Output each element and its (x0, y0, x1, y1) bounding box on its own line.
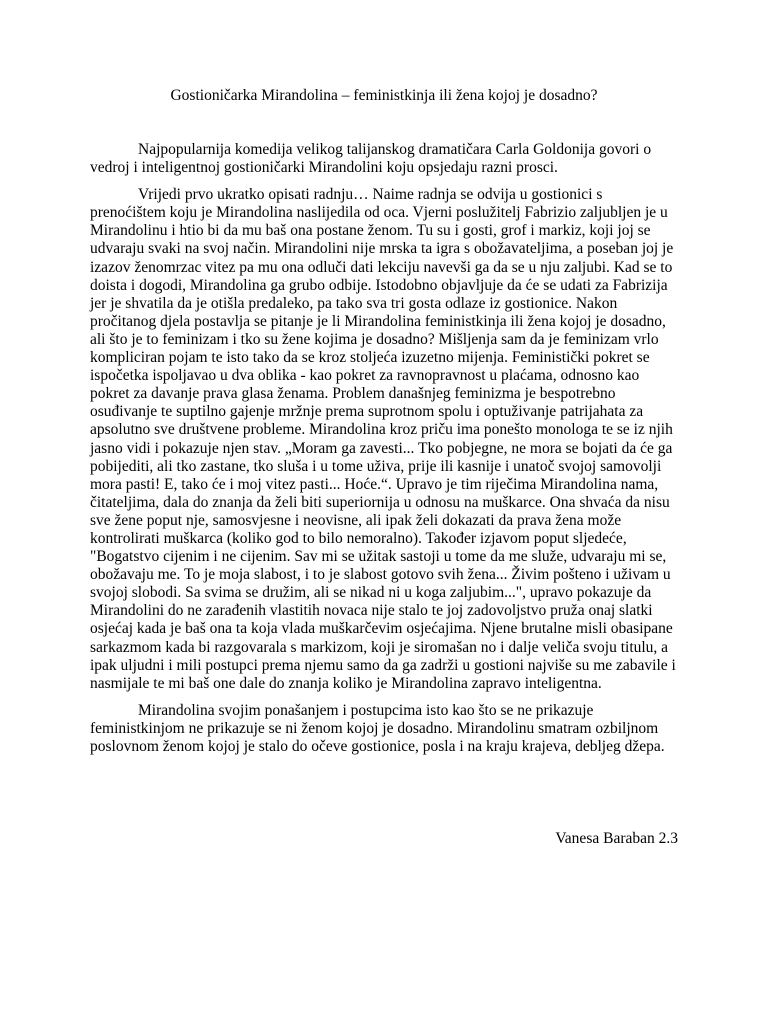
document-title: Gostioničarka Mirandolina – feministkinja ili žena kojoj je dosadno? (170, 87, 598, 104)
paragraph-intro: Najpopularnija komedija velikog talijanskog dramatičara Carla Goldonija govori o vedroj i inteligentnoj gostioničarki Mirandolini koju opsjedaju razni prosci. (90, 141, 652, 177)
paragraph-analysis: Vrijedi prvo ukratko opisati radnju… Naime radnja se odvija u gostionici s prenoćištem koju je Mirandolina naslijedila od oca. Vjerni poslužitelj Fabrizio zaljubljen je u Mirandolinu i htio bi da mu baš ona postane ženom. Tu su i gosti, grof i markiz, koji joj se udvaraju svaki na svoj način. Mirandolini nije mrska ta igra s obožavateljima, a poseban joj je izazov ženomrzac vitez pa mu ona odluči dati lekciju navevši ga da se u nju zaljubi. Kad se to doista i dogodi, Mirandolina ga grubo odbije. Istodobno objavljuje da će se udati za Fabrizija jer je shvatila da je otišla predaleko, pa tako sva tri gosta odlaze iz gostionice. Nakon pročitanog djela postavlja se pitanje je li Mirandolina feministkinja ili žena kojoj je dosadno, ali što je to feminizam i tko su žene kojima je dosadno? Mišljenja sam da je feminizam vrlo kompliciran pojam te isto tako da se kroz stoljeća izuzetno mijenja. Feministički pokret se ispočetka ispoljavao u dva oblika - kao pokret za ravnopravnost u plaćama, odnosno kao pokret za davanje prava glasa ženama. Problem današnjeg feminizma je bespotrebno osuđivanje te suptilno gajenje mržnje prema suprotnom spolu i optuživanje patrijahata za apsolutno sve društvene probleme. Mirandolina kroz priču ima ponešto monologa te se iz njih jasno vidi i pokazuje njen stav. „Moram ga zavesti... Tko pobjegne, ne mora se bojati da će ga pobijediti, ali tko zastane, tko sluša i u tome uživa, prije ili kasnije i unatoč svojoj samovolji mora pasti! E, tako će i moj vitez pasti... Hoće.“. Upravo je tim riječima Mirandolina nama, čitateljima, dala do znanja da želi biti superiornija u odnosu na muškarce. Ona shvaća da nisu sve žene poput nje, samosvjesne i neovisne, ali ipak želi dokazati da prava žena može kontrolirati muškarca (koliko god to bilo nemoralno). Također izjavom poput sljedeće, "Bogatstvo cijenim i ne cijenim. Sav mi se užitak sastoji u tome da me služe, udvaraju mi se, obožavaju me. To je moja slabost, i to je slabost gotovo svih žena... Živim pošteno i uživam u svojoj slobodi. Sa svima se družim, ali se nikad ni u koga zaljubim...", upravo pokazuje da Mirandolini do ne zarađenih vlastitih novaca nije stalo te joj zadovoljstvo pruža onaj slatki osjećaj kada je baš ona ta koja vlada muškarčevim osjećajima. Njene brutalne misli obasipane sarkazmom kada bi razgovarala s markizom, koji je siromašan no i dalje veliča svoju titulu, a ipak uljudni i mili postupci prema njemu samo da ga zadrži u gostioni najviše su me zabavile i nasmijale te mi baš one dale do znanja koliko je Mirandolina zapravo inteligentna. (90, 186, 676, 692)
paragraph-conclusion: Mirandolina svojim ponašanjem i postupcima isto kao što se ne prikazuje feministkinjom ne prikazuje se ni ženom kojoj je dosadno. Mirandolinu smatram ozbiljnom poslovnom ženom kojoj je stalo do očeve gostionice, posla i na kraju krajeva, debljeg džepa. (90, 701, 665, 755)
document-body (90, 141, 680, 765)
author-signature: Vanesa Baraban 2.3 (555, 830, 678, 847)
